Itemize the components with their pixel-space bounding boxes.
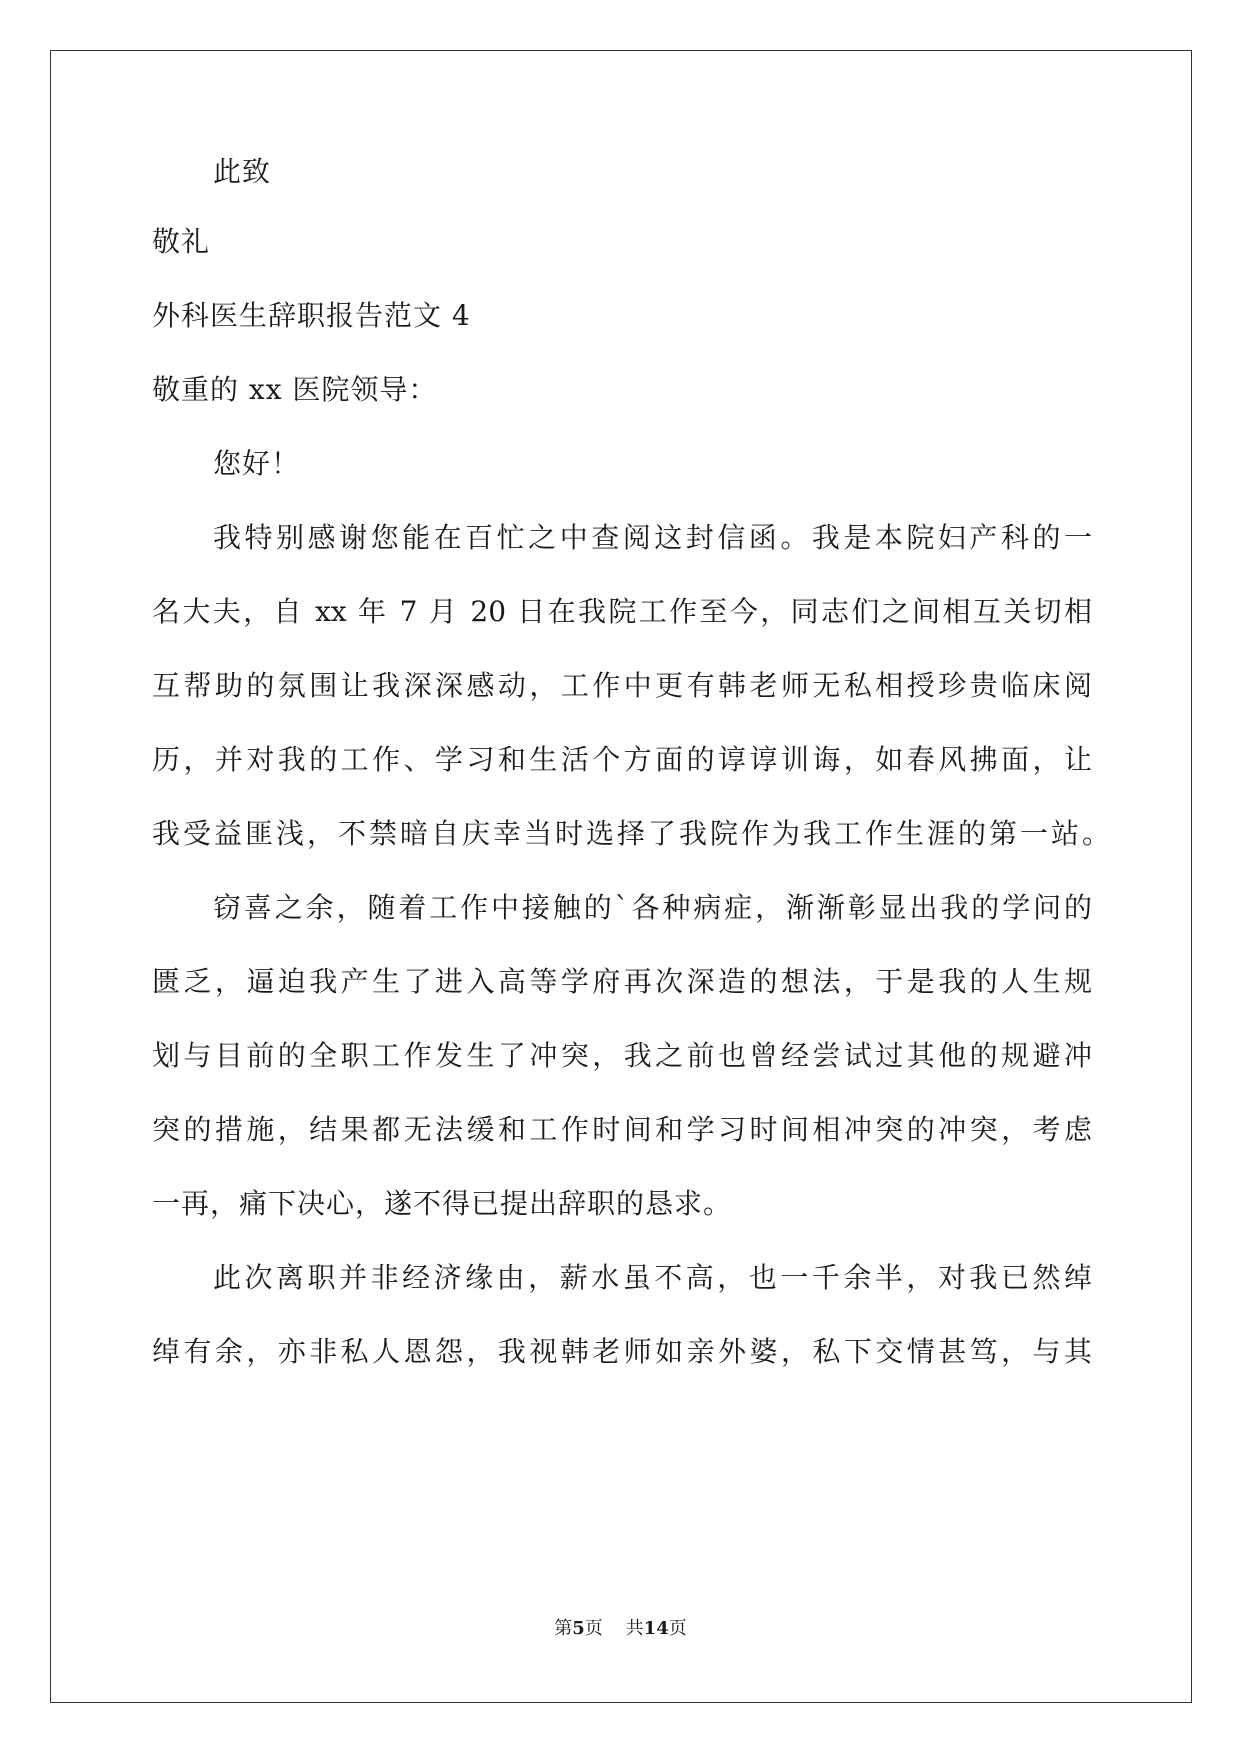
footer-total-pages: 14 [643, 1618, 669, 1639]
section-title: 外科医生辞职报告范文 4 [152, 299, 471, 332]
paragraph-line: 此次离职并非经济缘由，薪水虽不高，也一千余半，对我已然绰 [213, 1261, 1092, 1294]
letter-hello: 您好！ [213, 447, 301, 480]
paragraph-line: 突的措施，结果都无法缓和工作时间和学习时间相冲突的冲突，考虑 [152, 1113, 1092, 1146]
footer-total-prefix: 共 [625, 1618, 644, 1639]
footer-page-suffix: 页 [584, 1618, 603, 1639]
paragraph-line: 名大夫，自 xx 年 7 月 20 日在我院工作至今，同志们之间相互关切相 [152, 595, 1092, 628]
paragraph-line: 我特别感谢您能在百忙之中查阅这封信函。我是本院妇产科的一 [213, 521, 1092, 554]
footer-page-prefix: 第 [554, 1618, 573, 1639]
closing-salutation: 此致 [213, 155, 272, 188]
closing-regards: 敬礼 [152, 225, 211, 258]
paragraph-line: 划与目前的全职工作发生了冲突，我之前也曾经尝试过其他的规避冲 [152, 1039, 1092, 1072]
letter-greeting: 敬重的 xx 医院领导： [152, 373, 438, 406]
paragraph-line: 互帮助的氛围让我深深感动，工作中更有韩老师无私相授珍贵临床阅 [152, 669, 1092, 702]
paragraph-line: 一再，痛下决心，遂不得已提出辞职的恳求。 [152, 1187, 733, 1220]
paragraph-line: 绰有余，亦非私人恩怨，我视韩老师如亲外婆，私下交情甚笃，与其 [152, 1335, 1092, 1368]
footer-page-number: 5 [572, 1618, 585, 1639]
paragraph-line: 历，并对我的工作、学习和生活个方面的谆谆训诲，如春风拂面，让 [152, 743, 1092, 776]
page-footer [0, 1617, 1241, 1641]
paragraph-line: 窃喜之余，随着工作中接触的`各种病症，渐渐彰显出我的学问的 [213, 891, 1092, 924]
footer-total-suffix: 页 [668, 1618, 687, 1639]
paragraph-line: 我受益匪浅，不禁暗自庆幸当时选择了我院作为我工作生涯的第一站。 [152, 817, 1110, 850]
paragraph-line: 匮乏，逼迫我产生了进入高等学府再次深造的想法，于是我的人生规 [152, 965, 1092, 998]
